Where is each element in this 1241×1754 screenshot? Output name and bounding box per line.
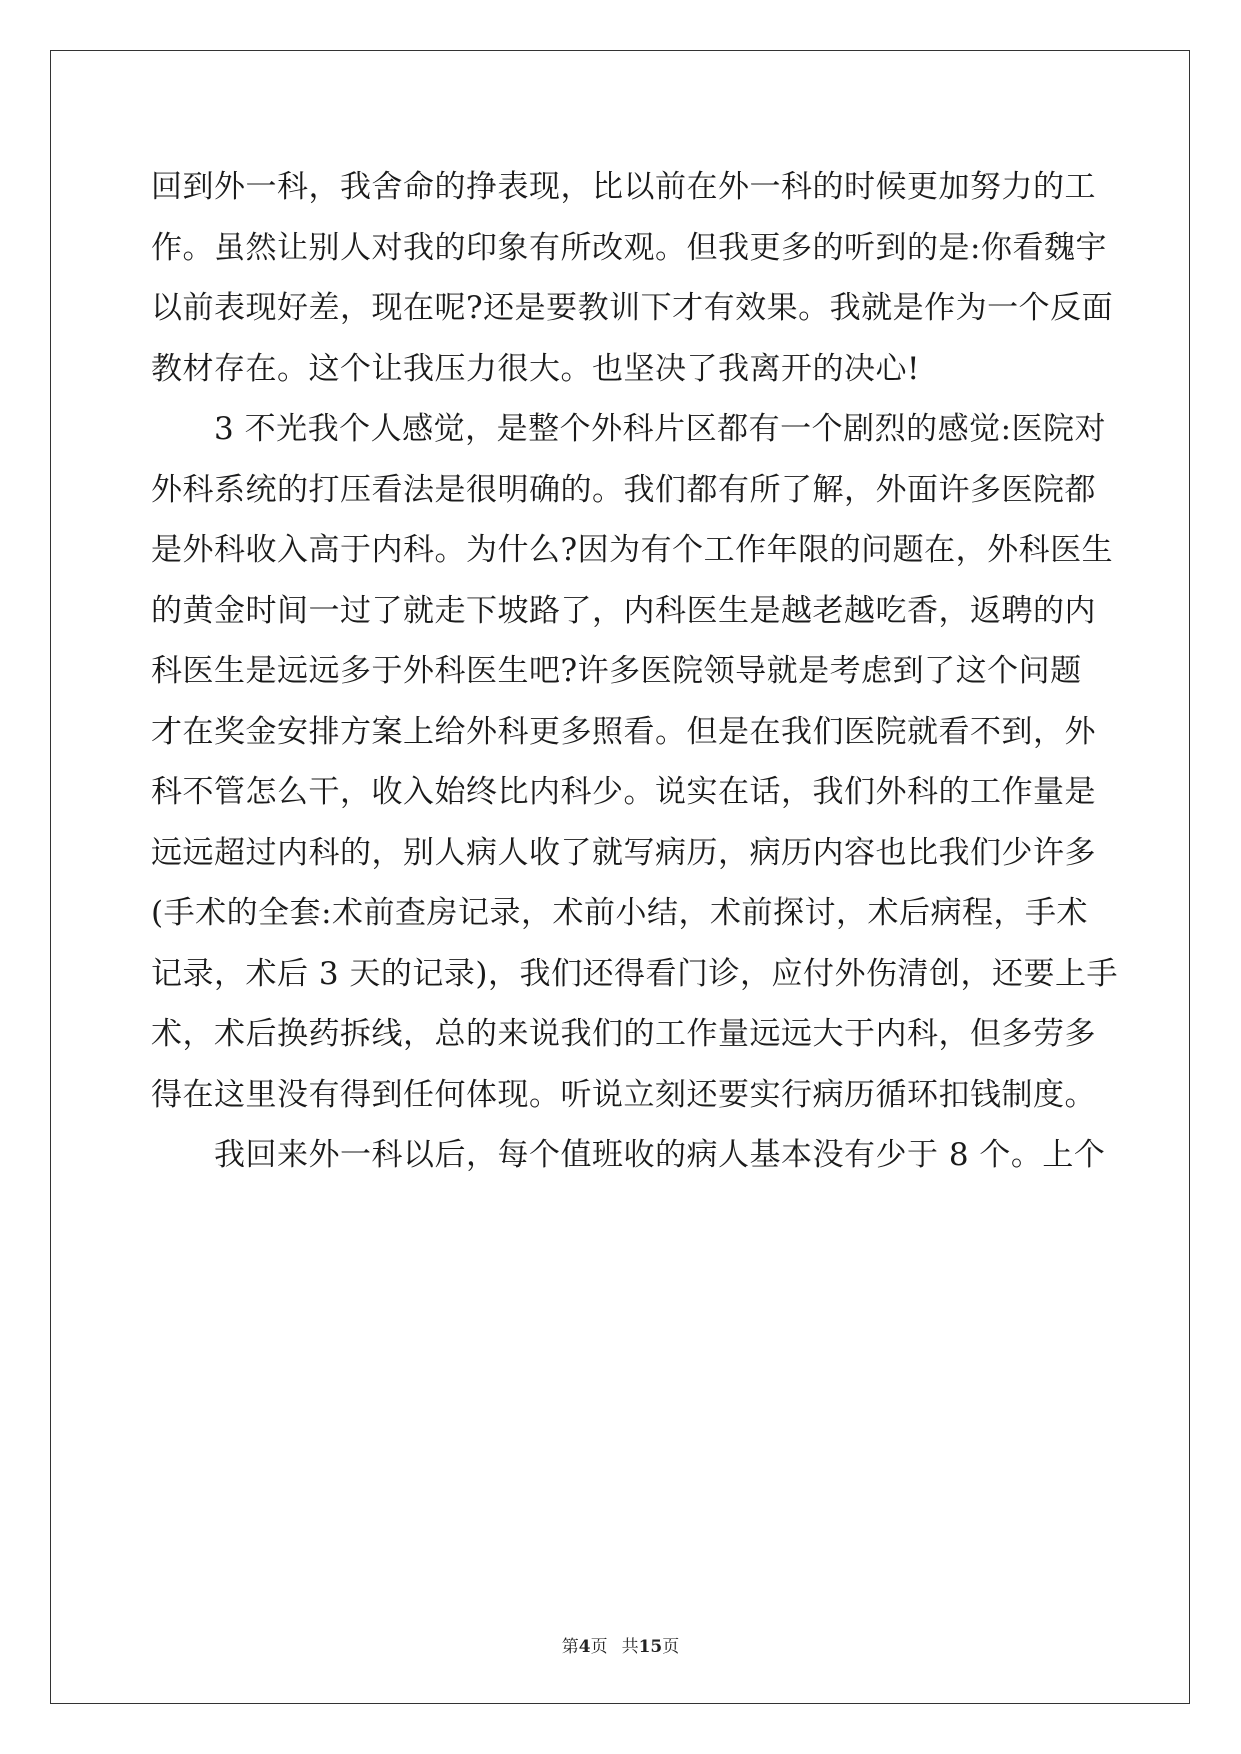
- text-line: 科医生是远远多于外科医生吧?许多医院领导就是考虑到了这个问题: [151, 653, 1082, 689]
- text-line: 是外科收入高于内科。为什么?因为有个工作年限的问题在，外科医生: [151, 532, 1114, 568]
- text-line: (手术的全套:术前查房记录，术前小结，术前探讨，术后病程，手术: [151, 895, 1089, 931]
- text-line: 的黄金时间一过了就走下坡路了，内科医生是越老越吃香，返聘的内: [151, 592, 1096, 629]
- text-line: 教材存在。这个让我压力很大。也坚决了我离开的决心!: [151, 350, 920, 387]
- text-line: 我回来外一科以后，每个值班收的病人基本没有少于 8 个。上个: [151, 1137, 1106, 1173]
- text-line: 作。虽然让别人对我的印象有所改观。但我更多的听到的是:你看魏宇: [151, 229, 1107, 266]
- footer-total-suffix: 页: [662, 1637, 680, 1657]
- total-page-count: 15: [638, 1637, 663, 1657]
- current-page-number: 4: [578, 1637, 591, 1657]
- text-line: 远远超过内科的，别人病人收了就写病历，病历内容也比我们少许多: [151, 834, 1096, 871]
- text-line: 得在这里没有得到任何体现。听说立刻还要实行病历循环扣钱制度。: [151, 1076, 1096, 1113]
- text-line: 以前表现好差，现在呢?还是要教训下才有效果。我就是作为一个反面: [151, 290, 1114, 326]
- text-line: 记录，术后 3 天的记录)，我们还得看门诊，应付外伤清创，还要上手: [151, 955, 1119, 992]
- footer-total-prefix: 共: [621, 1637, 639, 1657]
- footer-page-suffix: 页: [590, 1637, 608, 1657]
- text-line: 回到外一科，我舍命的挣表现，比以前在外一科的时候更加努力的工: [151, 169, 1096, 205]
- document-body: [151, 157, 1119, 1186]
- text-line: 术，术后换药拆线，总的来说我们的工作量远远大于内科，但多劳多: [151, 1016, 1096, 1052]
- text-line: 科不管怎么干，收入始终比内科少。说实在话，我们外科的工作量是: [151, 774, 1096, 810]
- footer-prefix: 第: [561, 1637, 579, 1657]
- text-line: 外科系统的打压看法是很明确的。我们都有所了解，外面许多医院都: [151, 471, 1096, 508]
- page-footer: [0, 1632, 1241, 1657]
- text-line: 3 不光我个人感觉，是整个外科片区都有一个剧烈的感觉:医院对: [151, 411, 1107, 447]
- text-line: 才在奖金安排方案上给外科更多照看。但是在我们医院就看不到，外: [151, 713, 1096, 750]
